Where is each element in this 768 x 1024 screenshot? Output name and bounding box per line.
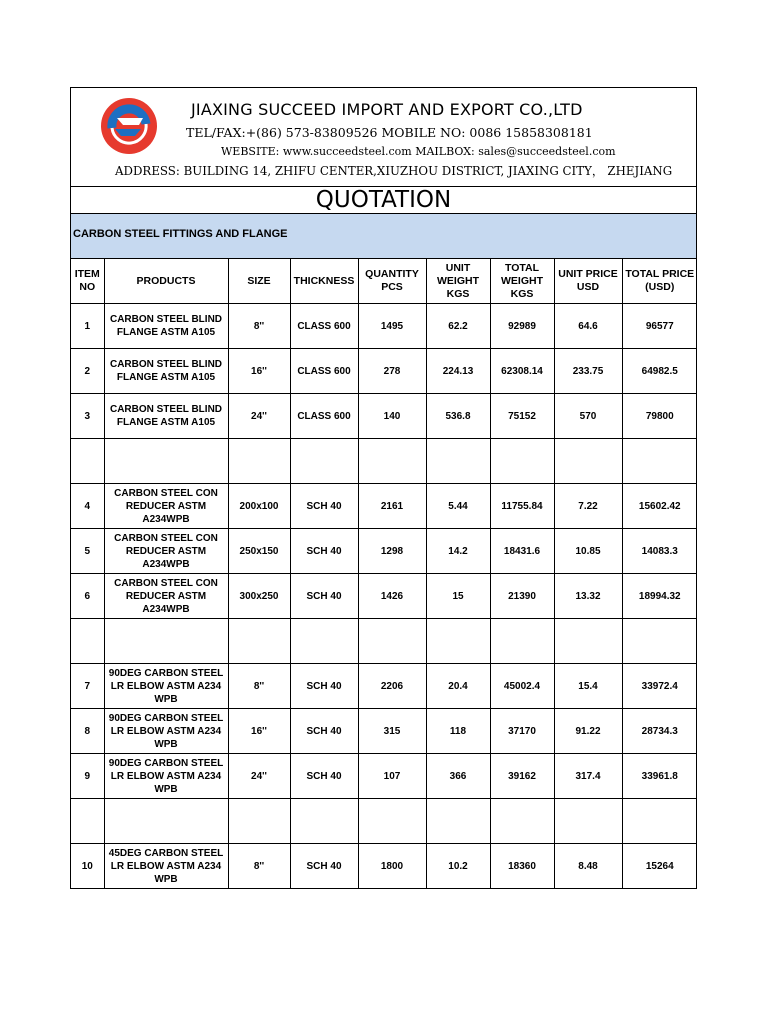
cell-item-no: 6 <box>71 574 104 619</box>
cell-thickness: CLASS 600 <box>290 349 358 394</box>
cell-thickness: SCH 40 <box>290 574 358 619</box>
cell-total-weight: 75152 <box>490 394 554 439</box>
cell-total-weight: 92989 <box>490 304 554 349</box>
cell-unit-price: 10.85 <box>554 529 622 574</box>
cell-product: CARBON STEEL CON REDUCER ASTM A234WPB <box>104 574 228 619</box>
cell-unit-weight <box>426 439 490 484</box>
cell-unit-price: 317.4 <box>554 754 622 799</box>
cell-thickness: SCH 40 <box>290 844 358 889</box>
table-row <box>71 304 697 349</box>
cell-size: 250x150 <box>228 529 290 574</box>
document-title: QUOTATION <box>71 187 696 214</box>
header-item-no: ITEM NO <box>71 259 104 304</box>
header-thickness: THICKNESS <box>290 259 358 304</box>
header-total-weight: TOTAL WEIGHT KGS <box>490 259 554 304</box>
cell-item-no: 2 <box>71 349 104 394</box>
cell-size: 24'' <box>228 754 290 799</box>
cell-size <box>228 619 290 664</box>
cell-product <box>104 799 228 844</box>
cell-quantity: 315 <box>358 709 426 754</box>
cell-thickness: SCH 40 <box>290 484 358 529</box>
table-row-empty <box>71 619 697 664</box>
cell-size: 300x250 <box>228 574 290 619</box>
header-size: SIZE <box>228 259 290 304</box>
header-products: PRODUCTS <box>104 259 228 304</box>
cell-size <box>228 799 290 844</box>
cell-unit-weight: 5.44 <box>426 484 490 529</box>
cell-product: 45DEG CARBON STEEL LR ELBOW ASTM A234 WPB <box>104 844 228 889</box>
cell-unit-price: 15.4 <box>554 664 622 709</box>
table-row <box>71 484 697 529</box>
cell-item-no: 9 <box>71 754 104 799</box>
table-row <box>71 709 697 754</box>
cell-unit-price: 8.48 <box>554 844 622 889</box>
header-total-price: TOTAL PRICE (USD) <box>622 259 697 304</box>
table-row <box>71 754 697 799</box>
cell-item-no <box>71 799 104 844</box>
cell-total-weight <box>490 619 554 664</box>
cell-product: 90DEG CARBON STEEL LR ELBOW ASTM A234 WPB <box>104 709 228 754</box>
cell-item-no <box>71 619 104 664</box>
cell-unit-price: 233.75 <box>554 349 622 394</box>
cell-item-no: 3 <box>71 394 104 439</box>
cell-quantity <box>358 439 426 484</box>
cell-size: 16'' <box>228 709 290 754</box>
cell-unit-weight: 62.2 <box>426 304 490 349</box>
cell-thickness: SCH 40 <box>290 664 358 709</box>
table-row <box>71 394 697 439</box>
cell-total-weight: 21390 <box>490 574 554 619</box>
cell-unit-weight: 224.13 <box>426 349 490 394</box>
table-row <box>71 349 697 394</box>
quotation-table <box>71 259 697 888</box>
cell-total-weight: 18431.6 <box>490 529 554 574</box>
cell-quantity: 1426 <box>358 574 426 619</box>
cell-item-no: 5 <box>71 529 104 574</box>
header-unit-price: UNIT PRICE USD <box>554 259 622 304</box>
cell-product: 90DEG CARBON STEEL LR ELBOW ASTM A234 WPB <box>104 754 228 799</box>
cell-total-price: 79800 <box>622 394 697 439</box>
cell-total-weight: 62308.14 <box>490 349 554 394</box>
cell-total-price: 18994.32 <box>622 574 697 619</box>
cell-size: 8'' <box>228 304 290 349</box>
table-row <box>71 664 697 709</box>
cell-total-weight: 37170 <box>490 709 554 754</box>
cell-total-weight: 11755.84 <box>490 484 554 529</box>
cell-item-no: 4 <box>71 484 104 529</box>
cell-total-price: 28734.3 <box>622 709 697 754</box>
cell-quantity: 2161 <box>358 484 426 529</box>
cell-thickness <box>290 799 358 844</box>
cell-unit-weight: 536.8 <box>426 394 490 439</box>
cell-thickness: SCH 40 <box>290 754 358 799</box>
cell-thickness <box>290 619 358 664</box>
cell-size: 24'' <box>228 394 290 439</box>
cell-total-weight <box>490 439 554 484</box>
company-name: JIAXING SUCCEED IMPORT AND EXPORT CO.,LTD <box>191 100 583 119</box>
cell-quantity <box>358 619 426 664</box>
cell-total-price: 64982.5 <box>622 349 697 394</box>
cell-unit-weight: 118 <box>426 709 490 754</box>
cell-unit-price <box>554 799 622 844</box>
cell-total-price: 15602.42 <box>622 484 697 529</box>
cell-quantity: 1495 <box>358 304 426 349</box>
cell-unit-weight <box>426 619 490 664</box>
table-header-row <box>71 259 697 304</box>
cell-total-price: 15264 <box>622 844 697 889</box>
cell-product: CARBON STEEL BLIND FLANGE ASTM A105 <box>104 349 228 394</box>
table-row <box>71 529 697 574</box>
cell-item-no: 8 <box>71 709 104 754</box>
cell-product <box>104 439 228 484</box>
cell-unit-price <box>554 619 622 664</box>
cell-quantity: 140 <box>358 394 426 439</box>
cell-product: CARBON STEEL BLIND FLANGE ASTM A105 <box>104 304 228 349</box>
company-logo-icon <box>99 96 159 156</box>
cell-item-no: 10 <box>71 844 104 889</box>
cell-thickness: CLASS 600 <box>290 394 358 439</box>
cell-unit-weight: 20.4 <box>426 664 490 709</box>
cell-unit-price: 13.32 <box>554 574 622 619</box>
table-row-empty <box>71 799 697 844</box>
cell-quantity: 107 <box>358 754 426 799</box>
table-row <box>71 844 697 889</box>
cell-unit-weight: 366 <box>426 754 490 799</box>
cell-thickness <box>290 439 358 484</box>
cell-item-no: 7 <box>71 664 104 709</box>
cell-quantity: 1298 <box>358 529 426 574</box>
cell-product: CARBON STEEL CON REDUCER ASTM A234WPB <box>104 529 228 574</box>
cell-unit-weight: 15 <box>426 574 490 619</box>
cell-item-no: 1 <box>71 304 104 349</box>
cell-unit-weight: 14.2 <box>426 529 490 574</box>
cell-size: 8'' <box>228 664 290 709</box>
cell-size <box>228 439 290 484</box>
cell-unit-weight <box>426 799 490 844</box>
cell-unit-price: 570 <box>554 394 622 439</box>
cell-product: CARBON STEEL BLIND FLANGE ASTM A105 <box>104 394 228 439</box>
company-website: WEBSITE: www.succeedsteel.com MAILBOX: sales@succeedsteel.com <box>221 145 616 158</box>
cell-quantity: 2206 <box>358 664 426 709</box>
company-header <box>71 88 696 187</box>
cell-total-weight: 45002.4 <box>490 664 554 709</box>
cell-unit-price: 7.22 <box>554 484 622 529</box>
cell-thickness: SCH 40 <box>290 709 358 754</box>
cell-thickness: CLASS 600 <box>290 304 358 349</box>
cell-size: 200x100 <box>228 484 290 529</box>
cell-unit-price: 91.22 <box>554 709 622 754</box>
cell-item-no <box>71 439 104 484</box>
table-row-empty <box>71 439 697 484</box>
cell-quantity: 278 <box>358 349 426 394</box>
cell-total-weight <box>490 799 554 844</box>
company-address: ADDRESS: BUILDING 14, ZHIFU CENTER,XIUZHOU DISTRICT, JIAXING CITY， ZHEJIANG <box>115 164 673 178</box>
cell-total-price: 14083.3 <box>622 529 697 574</box>
header-quantity: QUANTITY PCS <box>358 259 426 304</box>
quotation-sheet <box>70 87 697 889</box>
cell-total-weight: 39162 <box>490 754 554 799</box>
cell-unit-price: 64.6 <box>554 304 622 349</box>
cell-total-price <box>622 619 697 664</box>
header-unit-weight: UNIT WEIGHT KGS <box>426 259 490 304</box>
cell-product: CARBON STEEL CON REDUCER ASTM A234WPB <box>104 484 228 529</box>
cell-quantity <box>358 799 426 844</box>
cell-total-price: 33961.8 <box>622 754 697 799</box>
cell-size: 8'' <box>228 844 290 889</box>
cell-thickness: SCH 40 <box>290 529 358 574</box>
cell-total-price <box>622 799 697 844</box>
company-contact: TEL/FAX:+(86) 573-83809526 MOBILE NO: 0086 15858308181 <box>186 125 593 140</box>
cell-product: 90DEG CARBON STEEL LR ELBOW ASTM A234 WPB <box>104 664 228 709</box>
section-title: CARBON STEEL FITTINGS AND FLANGE <box>71 214 696 259</box>
cell-unit-weight: 10.2 <box>426 844 490 889</box>
cell-unit-price <box>554 439 622 484</box>
cell-total-weight: 18360 <box>490 844 554 889</box>
cell-total-price <box>622 439 697 484</box>
cell-total-price: 33972.4 <box>622 664 697 709</box>
cell-quantity: 1800 <box>358 844 426 889</box>
cell-size: 16'' <box>228 349 290 394</box>
cell-product <box>104 619 228 664</box>
cell-total-price: 96577 <box>622 304 697 349</box>
table-row <box>71 574 697 619</box>
